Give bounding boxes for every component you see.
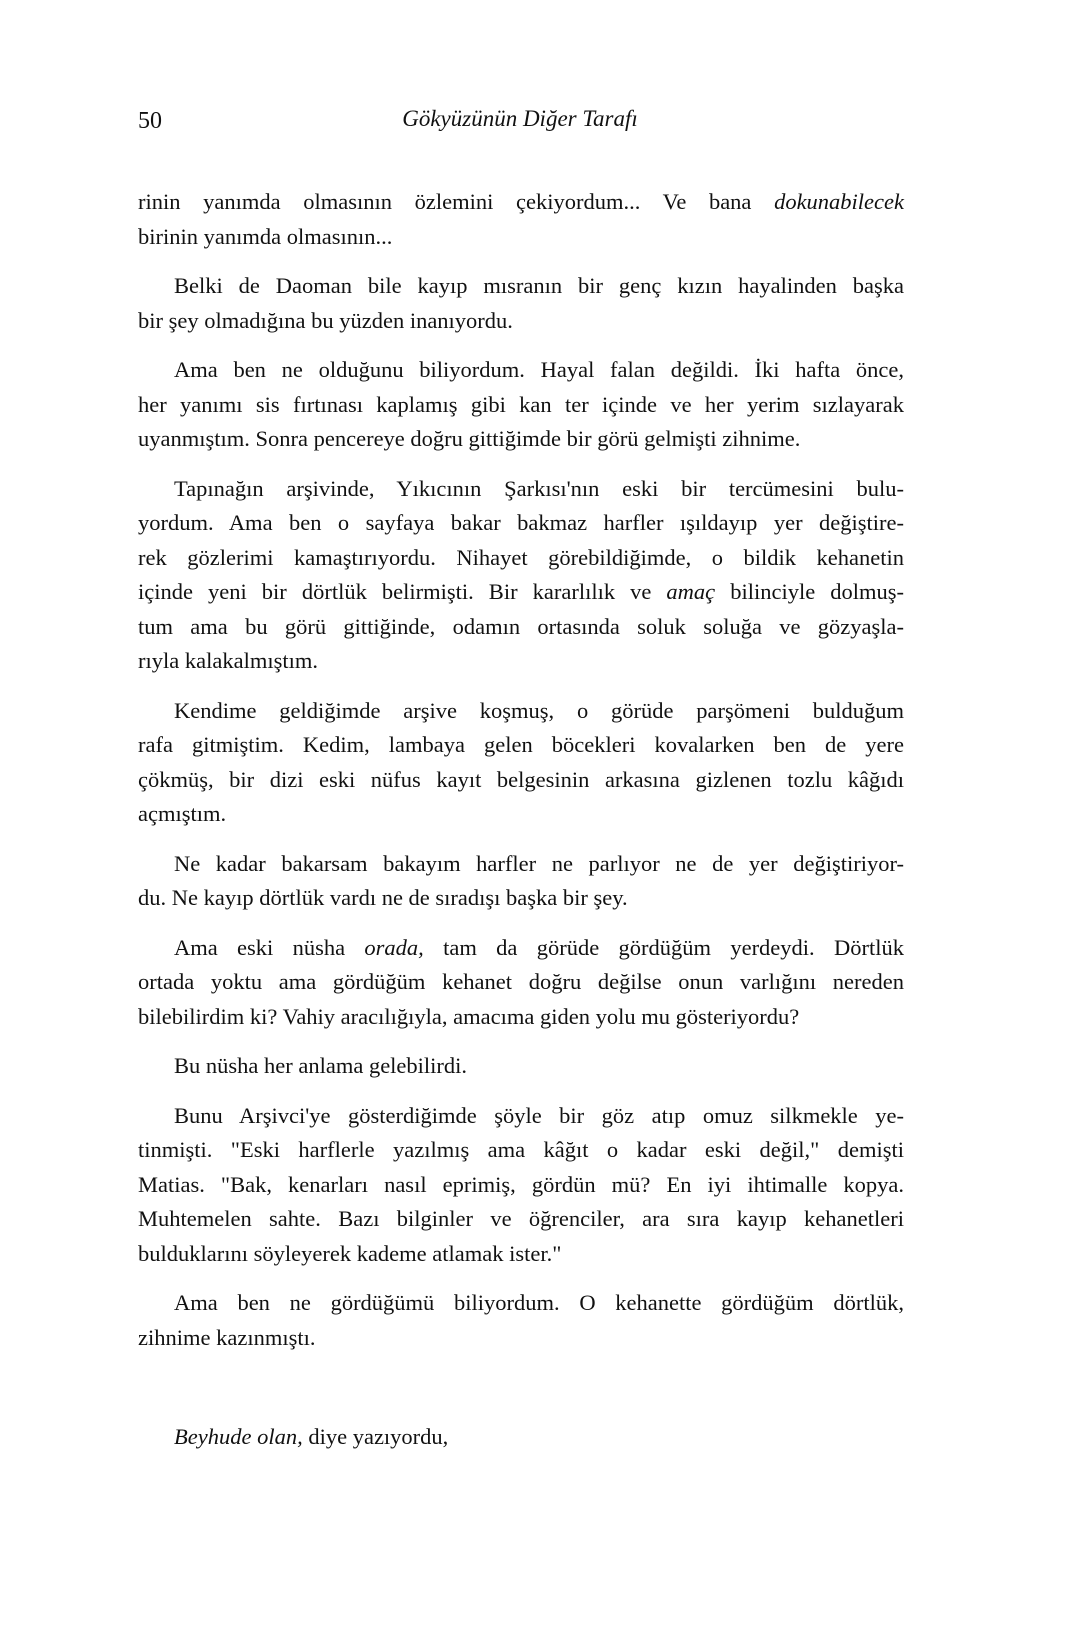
- text-line: [138, 1202, 904, 1237]
- text-line: [138, 1133, 904, 1168]
- text-segment: Bu nüsha her anlama gelebilirdi.: [174, 1053, 468, 1078]
- text-segment: Belki de Daoman bile kayıp mısranın bir genç kızın hayalinden başka: [174, 273, 904, 298]
- text-segment: yordum. Ama ben o sayfaya bakar bakmaz harfler ışıldayıp yer değiştire-: [138, 510, 904, 535]
- text-line: [138, 881, 904, 916]
- text-segment: Tapınağın arşivinde, Yıkıcının Şarkısı'nın eski bir tercümesini bulu-: [174, 475, 904, 501]
- text-line: [138, 644, 904, 679]
- text-line: [138, 931, 904, 966]
- italic-text: Beyhude olan,: [174, 1424, 303, 1449]
- italic-text: amaç: [666, 579, 716, 604]
- text-line: [138, 388, 904, 423]
- text-line: [138, 422, 904, 457]
- text-line: [138, 965, 904, 1000]
- text-segment: Ne kadar bakarsam bakayım harfler ne parlıyor ne de yer değiştiriyor-: [174, 850, 904, 876]
- text-line: [138, 763, 904, 798]
- running-title: Gökyüzünün Diğer Tarafı: [402, 106, 638, 131]
- text-segment: her yanımı sis fırtınası kaplamış gibi kan ter içinde ve her yerim sızlayarak: [138, 391, 904, 417]
- text-line: [138, 353, 904, 388]
- text-line: [138, 269, 904, 304]
- italic-text: dokunabilecek: [774, 189, 904, 214]
- paragraph: [138, 931, 904, 1035]
- text-segment: rıyla kalakalmıştım.: [138, 648, 318, 673]
- paragraph: [138, 1420, 904, 1455]
- paragraph: [138, 694, 904, 832]
- text-segment: Kendime geldiğimde arşive koşmuş, o görüde parşömeni bulduğum: [174, 697, 904, 723]
- text-segment: çökmüş, bir dizi eski nüfus kayıt belgesinin arkasına gizlenen tozlu kâğıdı: [138, 766, 904, 792]
- text-segment: Matias. "Bak, kenarları nasıl eprimiş, gördün mü? En iyi ihtimalle kopya.: [138, 1171, 904, 1197]
- text-segment: rek gözlerimi kamaştırıyordu. Nihayet görebildiğimde, o bildik kehanetin: [138, 544, 904, 570]
- text-segment: zihnime kazınmıştı.: [138, 1324, 316, 1350]
- paragraph: [138, 847, 904, 916]
- text-segment: bilinciyle dolmuş-: [715, 579, 904, 604]
- text-line: [138, 472, 904, 507]
- text-segment: içinde yeni bir dörtlük belirmişti. Bir kararlılık ve: [138, 579, 667, 604]
- paragraph: [138, 472, 904, 679]
- text-segment: açmıştım.: [138, 801, 227, 826]
- text-segment: diye yazıyordu,: [302, 1424, 449, 1449]
- text-segment: Ama ben ne olduğunu biliyordum. Hayal falan değildi. İki hafta önce,: [174, 357, 904, 382]
- text-line: [138, 575, 904, 610]
- text-line: [138, 506, 904, 541]
- text-segment: uyanmıştım. Sonra pencereye doğru gittiğimde bir görü gelmişti zihnime.: [138, 426, 801, 451]
- text-segment: bir şey olmadığına bu yüzden inanıyordu.: [138, 307, 513, 333]
- paragraph: [138, 1286, 904, 1355]
- body-text: [138, 185, 904, 1470]
- text-line: [138, 1237, 904, 1272]
- text-segment: bilebilirdim ki? Vahiy aracılığıyla, amacıma giden yolu mu gösteriyordu?: [138, 1003, 800, 1029]
- text-segment: tam da görüde gördüğüm yerdeydi. Dörtlük: [423, 934, 904, 960]
- text-segment: ortada yoktu ama gördüğüm kehanet doğru değilse onun varlığını nereden: [138, 969, 904, 994]
- text-line: [138, 1000, 904, 1035]
- paragraph: [138, 1099, 904, 1272]
- text-line: [138, 1099, 904, 1134]
- text-segment: bulduklarını söyleyerek kademe atlamak ister.": [138, 1240, 562, 1266]
- text-segment: tum ama bu görü gittiğinde, odamın ortasında soluk soluğa ve gözyaşla-: [138, 613, 904, 639]
- text-line: [138, 728, 904, 763]
- text-line: [138, 220, 904, 255]
- text-line: [138, 1286, 904, 1321]
- text-segment: rafa gitmiştim. Kedim, lambaya gelen böcekleri kovalarken ben de yere: [138, 732, 904, 757]
- text-segment: du. Ne kayıp dörtlük vardı ne de sıradışı başka bir şey.: [138, 885, 628, 910]
- text-line: [138, 694, 904, 729]
- text-line: [138, 797, 904, 832]
- text-line: [138, 1049, 904, 1084]
- text-segment: Ama ben ne gördüğümü biliyordum. O kehanette gördüğüm dörtlük,: [174, 1290, 904, 1315]
- italic-text: orada,: [364, 934, 424, 960]
- text-segment: Bunu Arşivci'ye gösterdiğimde şöyle bir göz atıp omuz silkmekle ye-: [174, 1102, 904, 1128]
- paragraph: [138, 269, 904, 338]
- text-line: [138, 304, 904, 339]
- text-line: [138, 847, 904, 882]
- text-line: [138, 1321, 904, 1356]
- text-line: [138, 610, 904, 645]
- paragraph: [138, 353, 904, 457]
- text-segment: rinin yanımda olmasının özlemini çekiyordum... Ve bana: [138, 189, 775, 214]
- paragraph: [138, 1049, 904, 1084]
- text-segment: tinmişti. "Eski harflerle yazılmış ama kâğıt o kadar eski değil," demişti: [138, 1137, 904, 1162]
- paragraph: [138, 185, 904, 254]
- text-segment: birinin yanımda olmasının...: [138, 223, 393, 249]
- text-segment: Ama eski nüsha: [174, 934, 365, 960]
- text-line: [138, 185, 904, 220]
- text-line: [138, 1168, 904, 1203]
- text-segment: Muhtemelen sahte. Bazı bilginler ve öğrenciler, ara sıra kayıp kehanetleri: [138, 1206, 904, 1231]
- text-line: [138, 541, 904, 576]
- page-number: 50: [138, 108, 162, 134]
- text-line: [138, 1420, 904, 1455]
